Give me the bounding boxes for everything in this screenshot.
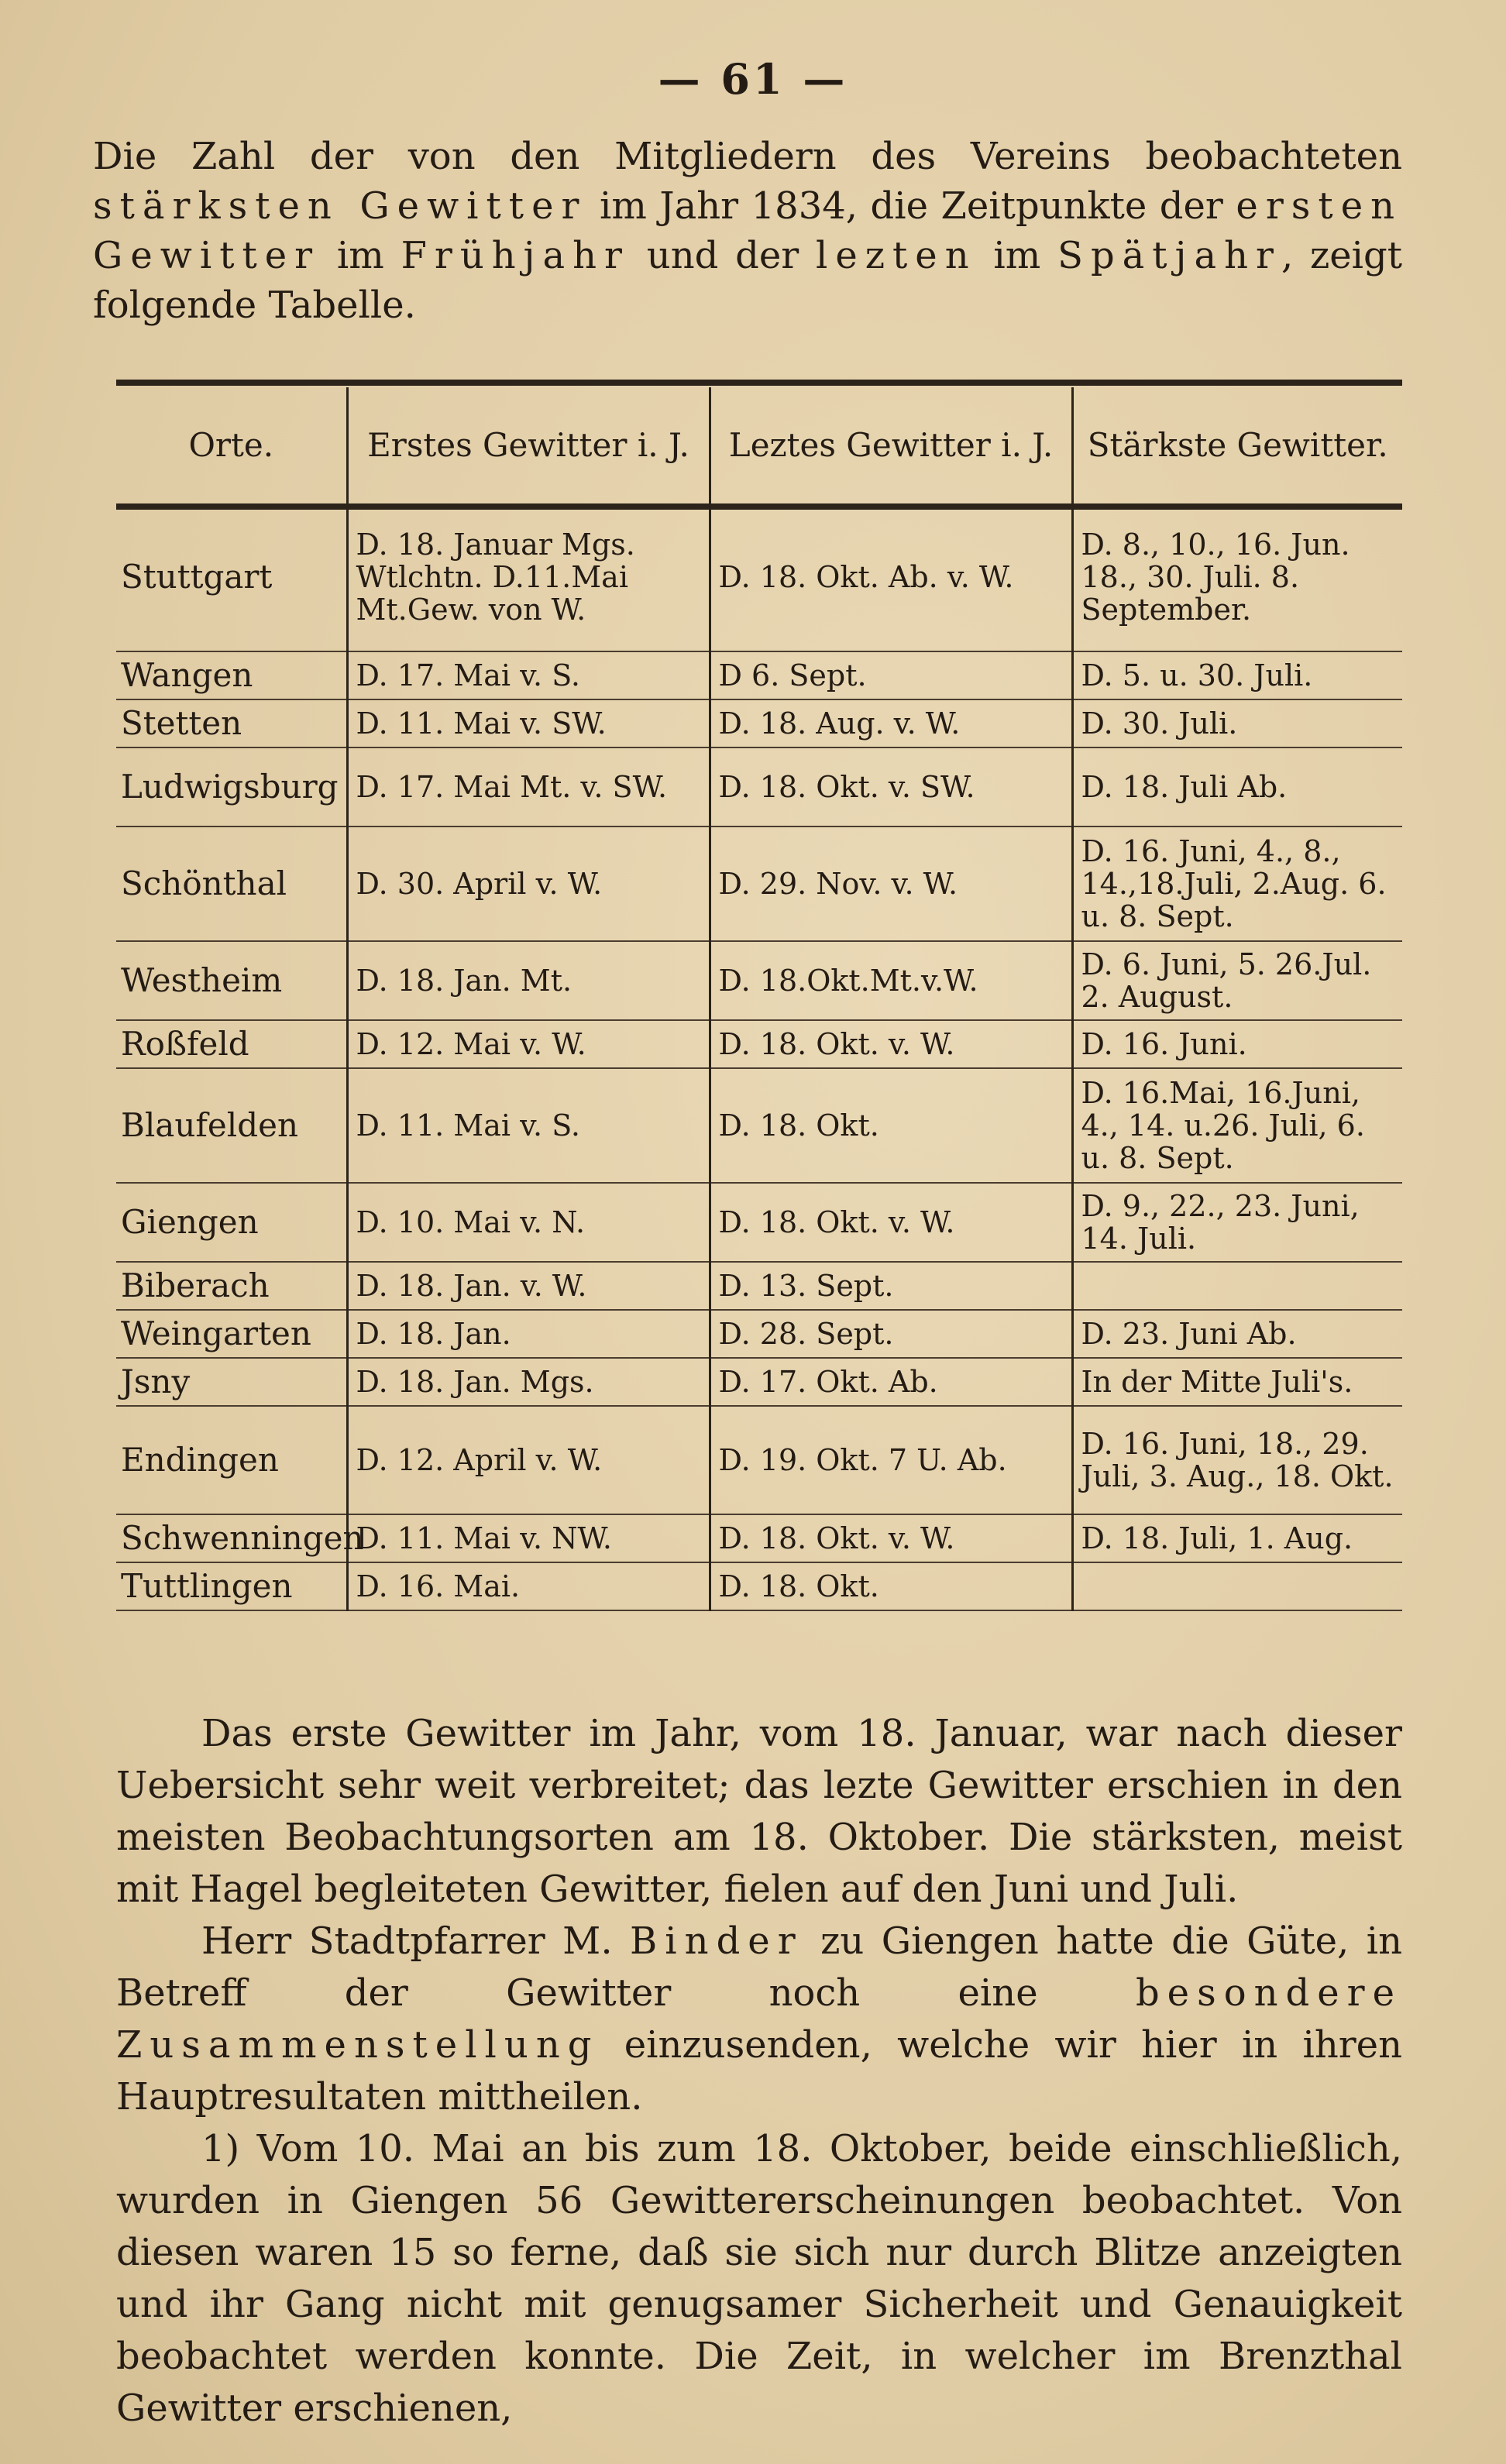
intro-emphasis: lezten — [815, 234, 977, 277]
cell-erstes: D. 11. Mai v. SW. — [347, 699, 710, 747]
cell-ort: Schönthal — [116, 826, 347, 941]
cell-staerkste: D. 30. Juli. — [1072, 699, 1402, 747]
cell-erstes: D. 12. April v. W. — [347, 1406, 710, 1514]
table-row — [116, 503, 1402, 651]
intro-emphasis: Frühjahr — [401, 234, 630, 277]
intro-text: Die Zahl der von den Mitgliedern des Vereins beobachteten — [93, 135, 1402, 178]
cell-erstes: D. 10. Mai v. N. — [347, 1183, 710, 1262]
author-name: Binder — [630, 1919, 803, 1963]
table-top-rule — [116, 380, 1402, 386]
intro-emphasis: ersten Gewitter — [93, 184, 1403, 277]
cell-staerkste: D. 5. u. 30. Juli. — [1072, 651, 1402, 699]
cell-staerkste: D. 9., 22., 23. Juni, 14. Juli. — [1072, 1183, 1402, 1262]
table-row — [116, 1514, 1402, 1562]
page-number: — 61 — — [658, 54, 848, 104]
cell-leztes: D. 18. Okt. v. W. — [710, 1183, 1072, 1262]
cell-ort: Biberach — [116, 1262, 347, 1310]
paragraph-summary: Das erste Gewitter im Jahr, vom 18. Januar, war nach dieser Uebersicht sehr weit verbreitet; das lezte Gewitter erschien in den meisten Beobachtungsorten am 18. Oktober. Die stärksten, meist mit Hagel begleiteten Gewitter, fielen auf den Juni und Juli. — [116, 1712, 1402, 1911]
cell-ort: Stetten — [116, 699, 347, 747]
intro-text: und der — [646, 234, 799, 277]
table-row — [116, 699, 1402, 747]
cell-leztes: D. 18. Okt. — [710, 1562, 1072, 1610]
cell-leztes: D. 18. Okt. v. W. — [710, 1514, 1072, 1562]
cell-staerkste: D. 8., 10., 16. Jun. 18., 30. Juli. 8. September. — [1072, 503, 1402, 651]
table-row — [116, 1262, 1402, 1310]
intro-text: im — [336, 234, 384, 277]
cell-leztes: D. 29. Nov. v. W. — [710, 826, 1072, 941]
intro-emphasis: Spätjahr — [1057, 234, 1281, 277]
cell-staerkste — [1072, 1562, 1402, 1610]
table-row — [116, 1068, 1402, 1183]
table-row — [116, 651, 1402, 699]
cell-erstes: D. 30. April v. W. — [347, 826, 710, 941]
cell-staerkste: D. 18. Juli, 1. Aug. — [1072, 1514, 1402, 1562]
cell-erstes: D. 11. Mai v. NW. — [347, 1514, 710, 1562]
intro-text: , zeigt folgende Tabelle. — [93, 234, 1403, 327]
header-leztes: Leztes Gewitter i. J. — [710, 387, 1072, 503]
thunderstorm-table — [116, 387, 1402, 1611]
paragraph-binder — [116, 1916, 1402, 2123]
intro-emphasis: stärksten Gewitter — [93, 184, 587, 228]
cell-staerkste: D. 16. Juni, 4., 8., 14.,18.Juli, 2.Aug. 6. u. 8. Sept. — [1072, 826, 1402, 941]
cell-staerkste: D. 18. Juli Ab. — [1072, 747, 1402, 826]
paragraph-text: Herr Stadtpfarrer M. — [201, 1919, 613, 1963]
cell-ort: Tuttlingen — [116, 1562, 347, 1610]
cell-ort: Wangen — [116, 651, 347, 699]
cell-leztes: D. 18. Okt. Ab. v. W. — [710, 503, 1072, 651]
cell-erstes: D. 16. Mai. — [347, 1562, 710, 1610]
cell-ort: Ludwigsburg — [116, 747, 347, 826]
cell-erstes: D. 18. Jan. Mt. — [347, 941, 710, 1020]
cell-erstes: D. 18. Jan. Mgs. — [347, 1358, 710, 1406]
cell-leztes: D. 18. Okt. — [710, 1068, 1072, 1183]
intro-paragraph — [93, 132, 1402, 330]
header-staerkste: Stärkste Gewitter. — [1072, 387, 1402, 503]
cell-leztes: D 6. Sept. — [710, 651, 1072, 699]
table-row — [116, 941, 1402, 1020]
table-row — [116, 1562, 1402, 1610]
cell-leztes: D. 18. Aug. v. W. — [710, 699, 1072, 747]
table-header-row — [116, 387, 1402, 503]
table-row — [116, 1406, 1402, 1514]
cell-ort: Schwenningen — [116, 1514, 347, 1562]
cell-ort: Stuttgart — [116, 503, 347, 651]
cell-leztes: D. 17. Okt. Ab. — [710, 1358, 1072, 1406]
cell-leztes: D. 18. Okt. v. SW. — [710, 747, 1072, 826]
header-orte: Orte. — [188, 426, 274, 464]
cell-leztes: D. 18.Okt.Mt.v.W. — [710, 941, 1072, 1020]
cell-staerkste: In der Mitte Juli's. — [1072, 1358, 1402, 1406]
cell-leztes: D. 19. Okt. 7 U. Ab. — [710, 1406, 1072, 1514]
intro-text: im Jahr 1834, die Zeitpunkte der — [599, 184, 1223, 228]
cell-ort: Weingarten — [116, 1310, 347, 1358]
cell-leztes: D. 28. Sept. — [710, 1310, 1072, 1358]
cell-ort: Westheim — [116, 941, 347, 1020]
cell-leztes: D. 18. Okt. v. W. — [710, 1020, 1072, 1068]
body-text — [116, 1708, 1402, 2435]
cell-staerkste: D. 16.Mai, 16.Juni, 4., 14. u.26. Juli, 6. u. 8. Sept. — [1072, 1068, 1402, 1183]
cell-staerkste — [1072, 1262, 1402, 1310]
cell-staerkste: D. 6. Juni, 5. 26.Jul. 2. August. — [1072, 941, 1402, 1020]
paragraph-point-1: 1) Vom 10. Mai an bis zum 18. Oktober, beide einschließlich, wurden in Giengen 56 Gewittererscheinungen beobachtet. Von diesen waren 15 so ferne, daß sie sich nur durch Blitze anzeigten und ihr Gang nicht mit genugsamer Sicherheit und Genauigkeit beobachtet werden konnte. Die Zeit, in welcher im Brenzthal Gewitter erschienen, — [116, 2127, 1402, 2430]
table-row — [116, 747, 1402, 826]
cell-erstes: D. 12. Mai v. W. — [347, 1020, 710, 1068]
paragraph-text: zu Giengen hatte die Güte, in Betreff der Gewitter noch eine — [116, 1919, 1403, 2015]
paragraph-text: einzusenden, welche wir hier in ihren Hauptresultaten mittheilen. — [116, 2023, 1402, 2119]
cell-erstes: D. 17. Mai Mt. v. SW. — [347, 747, 710, 826]
cell-staerkste: D. 16. Juni. — [1072, 1020, 1402, 1068]
cell-staerkste: D. 23. Juni Ab. — [1072, 1310, 1402, 1358]
cell-erstes: D. 11. Mai v. S. — [347, 1068, 710, 1183]
cell-erstes: D. 18. Januar Mgs. Wtlchtn. D.11.Mai Mt.Gew. von W. — [347, 503, 710, 651]
table-row — [116, 1020, 1402, 1068]
cell-ort: Roßfeld — [116, 1020, 347, 1068]
table-row — [116, 1183, 1402, 1262]
cell-ort: Jsny — [116, 1358, 347, 1406]
cell-erstes: D. 18. Jan. v. W. — [347, 1262, 710, 1310]
header-erstes: Erstes Gewitter i. J. — [347, 387, 710, 503]
cell-ort: Blaufelden — [116, 1068, 347, 1183]
cell-leztes: D. 13. Sept. — [710, 1262, 1072, 1310]
cell-erstes: D. 17. Mai v. S. — [347, 651, 710, 699]
table-row — [116, 826, 1402, 941]
cell-erstes: D. 18. Jan. — [347, 1310, 710, 1358]
intro-text: im — [993, 234, 1041, 277]
cell-staerkste: D. 16. Juni, 18., 29. Juli, 3. Aug., 18. Okt. — [1072, 1406, 1402, 1514]
cell-ort: Endingen — [116, 1406, 347, 1514]
table-row — [116, 1358, 1402, 1406]
paragraph-emphasis: besondere Zusammenstellung — [116, 1971, 1402, 2067]
cell-ort: Giengen — [116, 1183, 347, 1262]
table-row — [116, 1310, 1402, 1358]
